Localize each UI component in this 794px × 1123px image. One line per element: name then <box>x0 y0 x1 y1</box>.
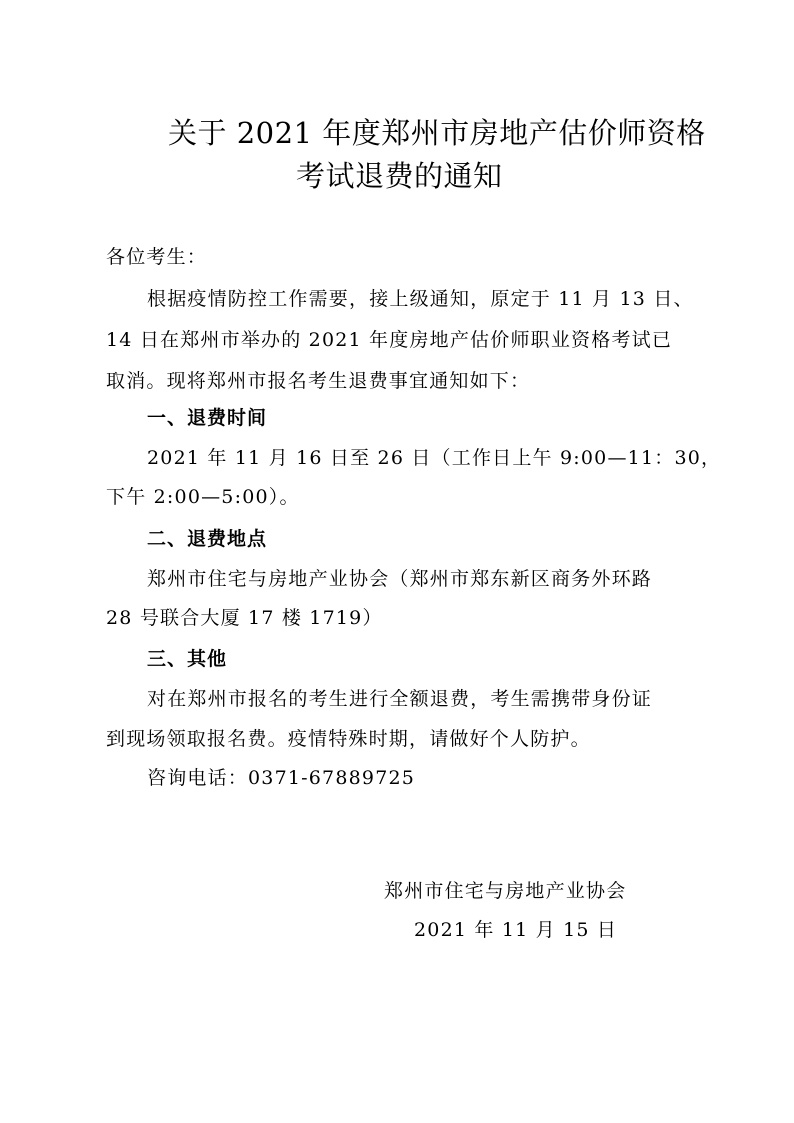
document-title-line-2: 考试退费的通知 <box>296 159 503 193</box>
intro-line-1: 根据疫情防控工作需要，接上级通知，原定于 11 月 13 日、 <box>147 288 694 310</box>
refund-location-line-2: 28 号联合大厦 17 楼 1719） <box>106 607 383 629</box>
signature-organization: 郑州市住宅与房地产业协会 <box>384 880 627 902</box>
refund-location-line-1: 郑州市住宅与房地产业协会（郑州市郑东新区商务外环路 <box>147 568 653 590</box>
refund-time-line-1: 2021 年 11 月 16 日至 26 日（工作日上午 9:00—11：30， <box>147 447 722 469</box>
consult-phone: 咨询电话：0371-67889725 <box>147 767 416 789</box>
other-line-2: 到现场领取报名费。疫情特殊时期，请做好个人防护。 <box>106 728 591 750</box>
refund-time-line-2: 下午 2:00—5:00）。 <box>106 486 300 508</box>
intro-line-2: 14 日在郑州市举办的 2021 年度房地产估价师职业资格考试已 <box>106 329 673 351</box>
salutation: 各位考生： <box>106 246 208 268</box>
signature-date: 2021 年 11 月 15 日 <box>414 919 618 941</box>
document-title-line-1: 关于 2021 年度郑州市房地产估价师资格 <box>168 116 706 150</box>
other-line-1: 对在郑州市报名的考生进行全额退费，考生需携带身份证 <box>147 688 653 710</box>
intro-line-3: 取消。现将郑州市报名考生退费事宜通知如下： <box>106 370 531 392</box>
section-heading-other: 三、其他 <box>147 648 228 670</box>
section-heading-refund-time: 一、退费时间 <box>147 407 268 429</box>
section-heading-refund-location: 二、退费地点 <box>147 528 268 550</box>
